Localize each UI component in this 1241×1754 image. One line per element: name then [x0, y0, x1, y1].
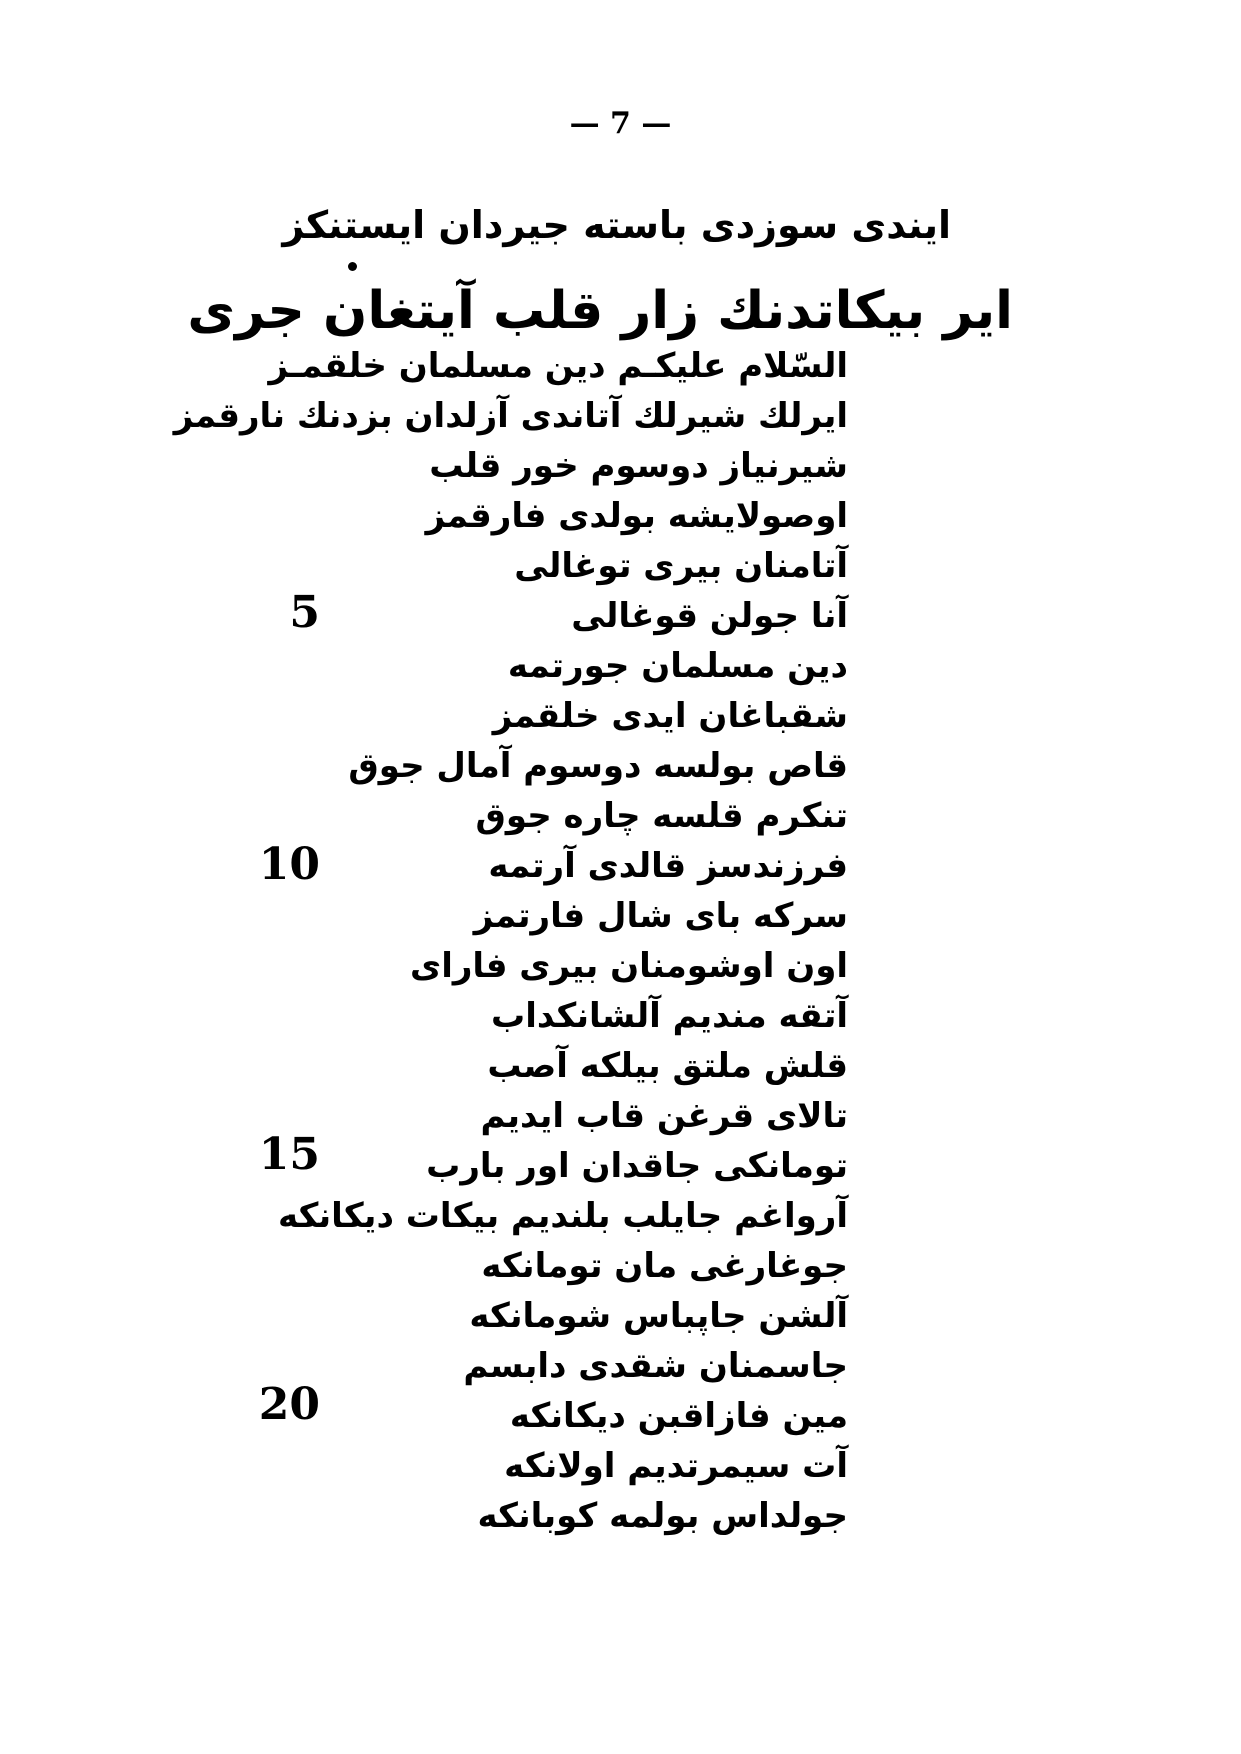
verse-line-24: جولداس بولمه کوبانکه [477, 1496, 848, 1536]
poem-title: ایر بیکاتدنك زار قلب آیتغان جری [187, 281, 1013, 341]
verse-line-14: آتقه مندیم آلشانکداب [491, 996, 848, 1036]
verse-line-2: ایرلك شیرلك آتاندی آزلدان بزدنك نارقمز [173, 396, 848, 436]
verse-line-10: تنکرم قلسه چاره جوق [475, 796, 848, 836]
verse-line-13: اون اوشومنان بیری فارای [410, 946, 848, 986]
verse-line-8: شقباغان ایدی خلقمز [492, 696, 848, 736]
page-number: — 7 — [569, 106, 672, 141]
line-number: 5 [289, 587, 320, 638]
verse-line-7: دین مسلمان جورتمه [507, 646, 848, 686]
verse-line-16: تالای قرغن قاب ایدیم [480, 1096, 848, 1136]
verse-line-21: جاسمنان شقدی دابسم [463, 1346, 848, 1386]
verse-line-9: قاص بولسه دوسوم آمال جوق [348, 746, 848, 786]
verse-line-12: سرکه بای شال فارتمز [473, 896, 848, 936]
verse-line-22: مین فازاقبن دیکانکه [509, 1396, 848, 1436]
verse-line-19: جوغارغی مان تومانکه [481, 1246, 848, 1286]
verse-line-3: شیرنیاز دوسوم خور قلب [429, 446, 848, 486]
verse-line-18: آرواغم جایلب بلندیم بیکات دیکانکه [277, 1196, 848, 1236]
line-number: 10 [258, 839, 320, 890]
verse-line-5: آتامنان بیری توغالی [514, 546, 848, 586]
line-number: 20 [258, 1379, 320, 1430]
verse-line-17: تومانکی جاقدان اور بارب [426, 1146, 848, 1186]
verse-line-20: آلشن جاپباس شومانکه [469, 1296, 848, 1336]
verse-line-1: السّلام علیکـم دین مسلمان خلقمـز [268, 346, 848, 386]
poem-subtitle: ایندی سوزدی باسته جیردان ایستنکز [282, 203, 951, 247]
verse-line-6: آنا جولن قوغالی [571, 596, 848, 636]
verse-line-23: آت سیمرتدیم اولانکه [504, 1446, 848, 1486]
verse-line-15: قلش ملتق بیلکه آصب [487, 1046, 848, 1086]
verse-line-11: فرزندسز قالدی آرتمه [488, 846, 848, 886]
verse-line-4: اوصولایشه بولدی فارقمز [425, 496, 848, 536]
line-number: 15 [258, 1129, 320, 1180]
